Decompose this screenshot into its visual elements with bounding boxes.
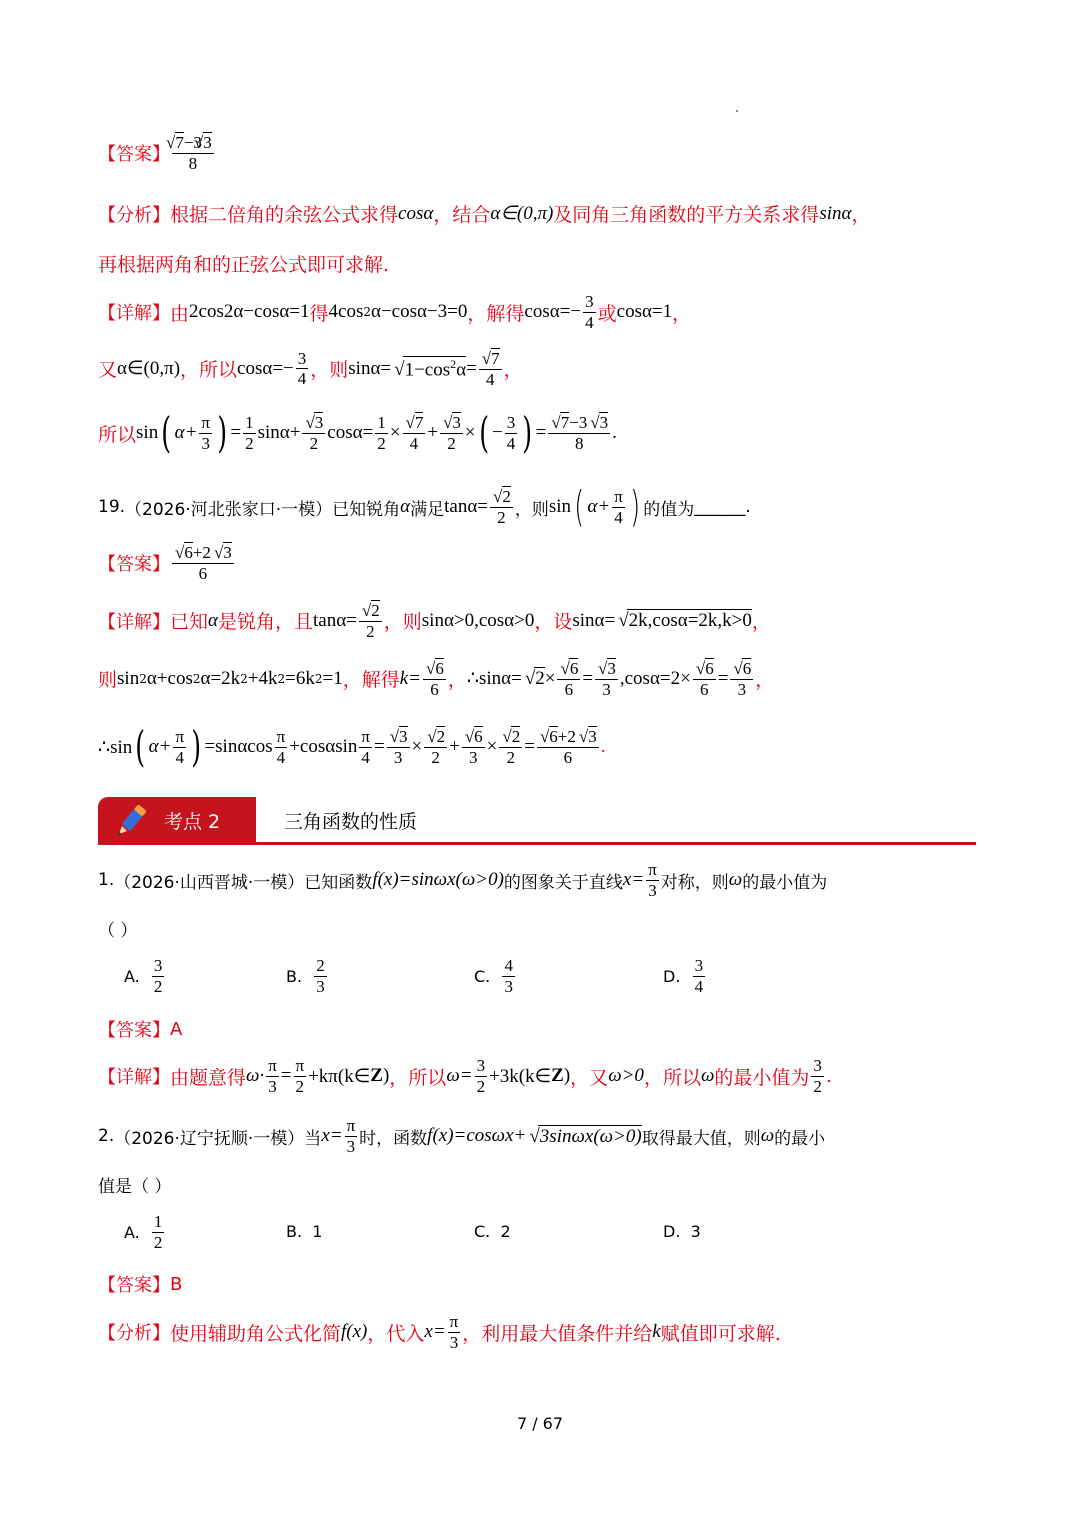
q2-option-b[interactable]: B. 1 xyxy=(286,1222,323,1241)
q2-analysis: 【分析】 使用辅助角公式化简 f(x) ，代入 x= $\frac{\pi}{3}$ ，利用最大值条件并给 k 赋值即可求解. xyxy=(98,1312,781,1352)
p18-detail-line3: 所以 sin ( α+ $\frac{\pi}{3}$ ) = $\frac{1}{2}$ sinα+ √ $\frac{3}{2}$ cosα= $\frac{1}{2}$ × √ $\frac{7}{4}$ + √ $\frac{3}{2}$ × ( − $\frac{3}{4}$ ) = √ $\frac{7-3√ 3}{8}$ . xyxy=(98,412,617,454)
q1-detail: 【详解】 由题意得 ω· $\frac{\pi}{3}$ = $\frac{\pi}{2}$ +kπ(k∈ Z ) ，所以 ω= $\frac{3}{2}$ +3k(k∈ Z ) ，又 ω>0 ，所以 ω 的最小值为 $\frac{3}{2}$ . xyxy=(98,1056,832,1096)
answer-tag: 【答案】 xyxy=(98,143,170,165)
q2-option-c[interactable]: C. 2 xyxy=(474,1222,511,1241)
q1-option-b[interactable]: B. $\frac{2}{3}$ xyxy=(286,956,325,996)
p18-detail-line2: 又 α∈(0,π) ，所以 cosα=− $\frac{3}{4}$ ，则 sinα= √ $1-\cos^2\alpha$ = √ $\frac{7}{4}$ ， xyxy=(98,348,523,389)
q19-detail-line3: ∴sin ( α+ $\frac{\pi}{4}$ ) =sinαcos $\frac{\pi}{4}$ +cosαsin $\frac{\pi}{4}$ = √ $\frac{3}{3}$ × √ $\frac{2}{2}$ + √ $\frac{6}{3}$ × √ $\frac{2}{2}$ = √ $\frac{6+2√ 3}{6}$ . xyxy=(98,726,605,768)
p18-analysis-line2: 再根据两角和的正弦公式即可求解. xyxy=(98,254,390,276)
q1-option-c[interactable]: C. $\frac{4}{3}$ xyxy=(474,956,513,996)
p18-answer-line xyxy=(98,132,216,173)
q2-question: 2. （2026·辽宁抚顺·一模）当 x= $\frac{\pi}{3}$ 时，函数 f(x)=cosωx+ √ 3sinωx(ω>0) 取得最大值，则 ω 的最小 xyxy=(98,1116,825,1156)
q19-detail-line2: 则 sin 2 α+cos 2 α=2k 2 +4k 2 =6k 2 =1 ，解得 k= √ $\frac{6}{6}$ ， ∴sinα= √ 2 × √ $\frac{6}{6}$ = √ $\frac{3}{3}$ ,cosα=2× √ $\frac{6}{6}$ = √ $\frac{6}{3}$ ， xyxy=(98,658,774,699)
section-title: 三角函数的性质 xyxy=(284,811,418,833)
q19-answer-line: 【答案】 √ $\frac{6+2√ 3}{6}$ xyxy=(98,542,236,583)
q19-question: 19. （2026·河北张家口·一模）已知锐角 α 满足 tanα= √ $\frac{2}{2}$ ，则 sin ( α+ $\frac{\pi}{4}$ ) 的值为 ______ . xyxy=(98,486,751,528)
p18-analysis-line1: 【分析】 根据二倍角的余弦公式求得 cosα ，结合 α∈(0,π) 及同角三角函数的平方关系求得 sinα ， xyxy=(98,202,871,226)
q1-answer-line: 【答案】 A xyxy=(98,1018,183,1041)
q19-detail-line1: 【详解】 已知 α 是锐角，且 tanα= √ $\frac{2}{2}$ ，则 sinα>0,cosα>0 ，设 sinα= √ 2k,cosα=2k,k>0 ， xyxy=(98,600,771,641)
q2-option-a[interactable]: A. $\frac{1}{2}$ xyxy=(124,1212,163,1252)
q1-question: 1. （2026·山西晋城·一模）已知函数 f(x)=sinωx(ω>0) 的图象关于直线 x= $\frac{\pi}{3}$ 对称，则 ω 的最小值为 xyxy=(98,860,828,900)
q1-option-d[interactable]: D. $\frac{3}{4}$ xyxy=(663,956,704,996)
section-underline xyxy=(98,842,976,845)
q2-line2: 值是（ ） xyxy=(98,1177,172,1197)
section-header xyxy=(98,797,976,847)
section-label: 考点 2 xyxy=(164,811,221,833)
p18-detail-line1: 【详解】 由 2cos2α−cosα=1 得 4cos 2 α−cosα−3=0 ，解得 cosα=− $\frac{3}{4}$ 或 cosα=1 ， xyxy=(98,292,692,332)
q2-option-d[interactable]: D. 3 xyxy=(663,1222,701,1241)
q1-paren: （ ） xyxy=(98,921,138,941)
answer-blank[interactable]: ______ xyxy=(694,497,746,517)
q1-option-a[interactable]: A. $\frac{3}{2}$ xyxy=(124,956,163,996)
pencil-icon xyxy=(112,801,152,841)
answer-fraction: √ $\frac{7-3√ 3}{8}$ xyxy=(172,132,214,173)
page-number: 7 / 67 xyxy=(516,1414,564,1433)
stray-dot xyxy=(736,110,738,112)
q2-answer-line: 【答案】 B xyxy=(98,1273,183,1296)
